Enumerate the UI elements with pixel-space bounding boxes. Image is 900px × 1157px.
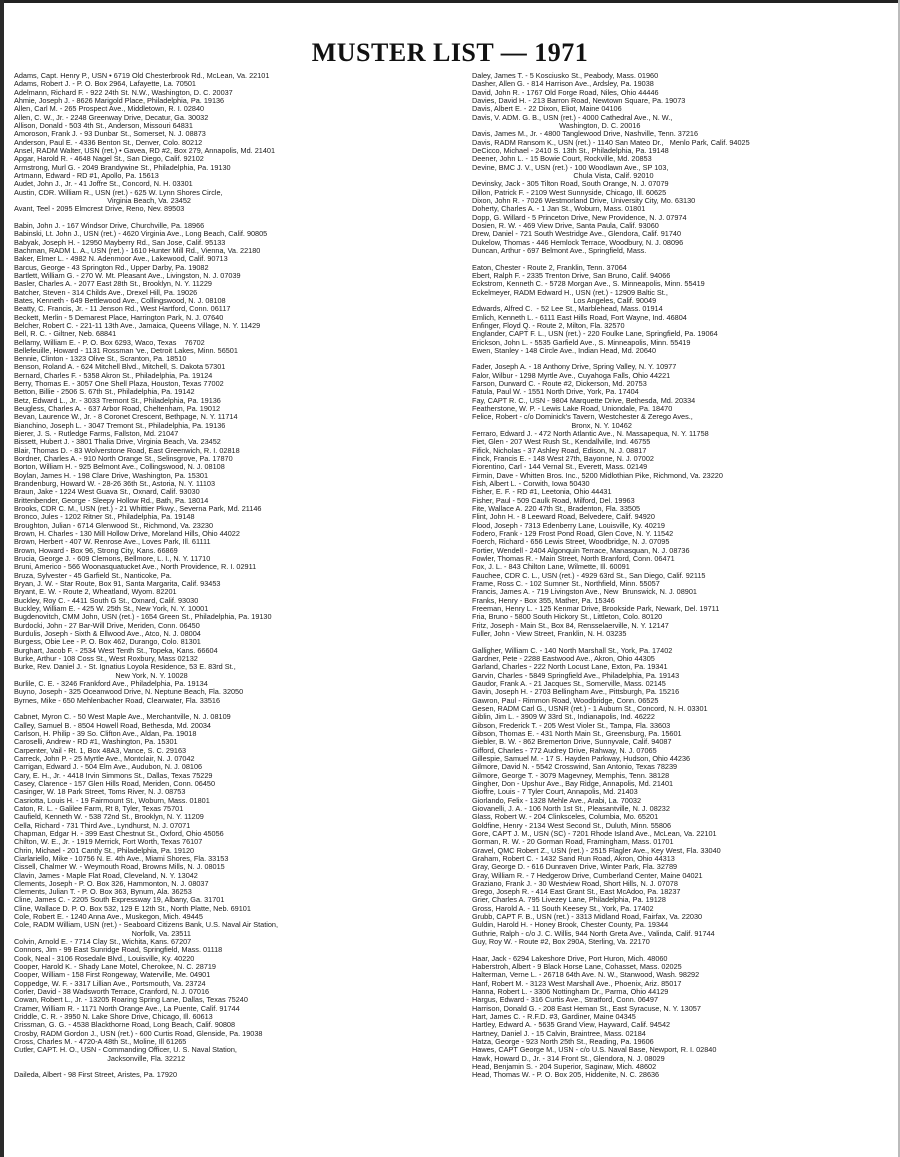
muster-entry: Cowan, Robert L., Jr. - 13205 Roaring Spring Lane, Dallas, Texas 75240 [14, 996, 248, 1005]
muster-entry: Los Angeles, Calif. 90049 [472, 296, 657, 305]
muster-entry: Cole, RADM William, USN (ret.) - Seaboard Citizens Bank, U.S. Naval Air Station, [14, 921, 278, 930]
muster-entry: Beckett, Merlin - 5 Demarest Place, Harrington Park, N. J. 07640 [14, 313, 224, 322]
muster-entry: Firmin, Dave - Whitten Bros. Inc., 5200 Midlothian Pike, Richmond, Va. 23220 [472, 471, 723, 480]
muster-entry: Gibson, Thomas E. - 431 North Main St., Greensburg, Pa. 15601 [472, 729, 682, 738]
muster-entry: Bryan, J. W. - Star Route, Box 91, Santa Margarita, Calif. 93453 [14, 580, 221, 589]
muster-entry: Fodero, Frank - 129 Frost Pond Road, Glen Cove, N. Y. 11542 [472, 530, 674, 539]
muster-entry: Betton, Billie - 2506 S. 67th St., Philadelphia, Pa. 19142 [14, 388, 195, 397]
muster-entry: Dosien, R. W. - 469 View Drive, Santa Paula, Calif. 93060 [472, 221, 659, 230]
muster-entry: Foerch, Richard - 656 Lewis Street, Woodbridge, N. J. 07095 [472, 538, 670, 547]
muster-entry: Cooper, Harold K. - Shady Lane Motel, Cherokee, N. C. 28719 [14, 963, 216, 972]
muster-entry: Dukelow, Thomas - 446 Hemlock Terrace, Woodbury, N. J. 08096 [472, 238, 684, 247]
muster-entry: Bevan, Laurence W., Jr. - 8 Coronet Crescent, Bethpage, N. Y. 11714 [14, 413, 238, 422]
muster-entry: Chilton, W. E., Jr. - 1919 Merrick, Fort Worth, Texas 76107 [14, 838, 203, 847]
muster-entry: Gavin, Joseph H. - 2703 Bellingham Ave., Pittsburgh, Pa. 15216 [472, 688, 680, 697]
muster-entry: Grubb, CAPT F. B., USN (ret.) - 3313 Midland Road, Fairfax, Va. 22030 [472, 913, 703, 922]
muster-entry: Casriotta, Louis H. - 19 Fairmount St., Woburn, Mass. 01801 [14, 796, 210, 805]
muster-entry: Daley, James T. - 5 Kosciusko St., Peabody, Mass. 01960 [472, 72, 659, 80]
muster-entry: Gray, George D. - 616 Dunraven Drive, Winter Park, Fla. 32789 [472, 863, 678, 872]
muster-entry: Virginia Beach, Va. 23452 [14, 196, 191, 205]
muster-entry: Grier, Charles A. 795 Livezey Lane, Philadelphia, Pa. 19128 [472, 896, 666, 905]
muster-entry: Giblin, Jim L. - 3909 W 33rd St., Indianapolis, Ind. 46222 [472, 713, 655, 722]
muster-entry: Cary, E. H., Jr. - 4418 Irvin Simmons St., Dallas, Texas 75229 [14, 771, 213, 780]
muster-entry: Artmann, Edward - RD #1, Apollo, Pa. 15613 [14, 171, 159, 180]
muster-entry: Bianchino, Joseph L. - 3047 Tremont St., Philadelphia, Pa. 19136 [14, 421, 226, 430]
section-gap [14, 705, 444, 713]
muster-entry: Benson, Roland A. - 624 Mitchell Blvd., Mitchell, S. Dakota 57301 [14, 363, 226, 372]
top-rule [0, 0, 900, 3]
muster-entry: Davis, V. ADM. G. B., USN (ret.) - 4000 Cathedral Ave., N. W., [472, 113, 673, 122]
muster-entry: Caroselli, Andrew - RD #1, Washington, Pa. 15301 [14, 738, 178, 747]
muster-entry: Bellamy, William E. - P. O. Box 6293, Waco, Texas 76702 [14, 338, 205, 347]
muster-entry: Bernard, Charles F. - 5358 Akron St., Philadelphia, Pa. 19124 [14, 371, 213, 380]
muster-entry: Beugless, Charles A. - 637 Arbor Road, Cheltenham, Pa. 19012 [14, 405, 221, 414]
muster-entry: Davies, David H. - 213 Barron Road, Newtown Square, Pa. 19073 [472, 96, 686, 105]
muster-entry: Giovanelli, J. A. - 106 North 1st St., Pleasantville, N. J. 08232 [472, 804, 670, 813]
muster-entry: Hartney, Daniel J. - 15 Calvin, Braintree, Mass. 02184 [472, 1029, 646, 1038]
muster-entry: Bruza, Sylvester - 45 Garfield St., Nanticoke, Pa. [14, 571, 172, 580]
muster-entry: Gioffre, Louis - 7 Tyler Court, Annapolis, Md. 21403 [472, 788, 638, 797]
muster-entry: Guy, Roy W. - Route #2, Box 290A, Sterling, Va. 22170 [472, 938, 650, 947]
muster-entry: Bachman, RADM L. A., USN (ret.) - 1610 Hunter Mill Rd., Vienna, Va. 22180 [14, 246, 261, 255]
muster-entry: Chrin, Michael - 201 Cantly St., Philadelphia, Pa. 19120 [14, 846, 195, 855]
muster-entry: Bartlett, William G. - 270 W. Mt. Pleasant Ave., Livingston, N. J. 07039 [14, 271, 241, 280]
muster-entry: Gross, Harold A. - 11 South Keesey St., York, Pa. 17402 [472, 904, 654, 913]
muster-entry: Featherstone, W. P. - Lewis Lake Road, Uniondale, Pa. 18470 [472, 405, 673, 414]
muster-entry: Fox, J. L. - 843 Chilton Lane, Wilmette, Ill. 60091 [472, 563, 630, 572]
muster-entry: Grego, Joseph R. - 414 East Grant St., East McAdoo, Pa. 18237 [472, 888, 681, 897]
muster-entry: Bruni, Americo - 566 Woonasquatucket Ave., North Providence, R. I. 02911 [14, 563, 257, 572]
muster-entry: Dixon, John R. - 7026 Westmorland Drive, University City, Mo. 63130 [472, 196, 696, 205]
muster-entry: Criddle, C. R. - 3950 N. Lake Shore Drive, Chicago, Ill. 60613 [14, 1013, 213, 1022]
right-column [472, 72, 892, 1080]
muster-entry: Fisher, Paul - 509 Caulk Road, Milford, Del. 19963 [472, 496, 635, 505]
muster-entry: Cooper, William - 158 First Rongeway, Waterville, Me. 04901 [14, 971, 211, 980]
muster-entry: Buckley, Roy C. - 4411 South G St., Oxnard, Calif. 93030 [14, 596, 199, 605]
left-binding-edge [0, 0, 4, 1157]
muster-entry: Hawes, CAPT George M., USN - c/o U.S. Naval Base, Newport, R. I. 02840 [472, 1046, 717, 1055]
muster-entry: Ewen, Stanley - 148 Circle Ave., Indian Head, Md. 20640 [472, 346, 657, 355]
muster-entry: Allen, Carl M. - 265 Prospect Ave., Middletown, R. I. 02840 [14, 105, 205, 114]
muster-entry: Cella, Richard - 731 Third Ave., Lyndhurst, N. J. 07071 [14, 821, 191, 830]
muster-entry: Chula Vista, Calif. 92010 [472, 171, 654, 180]
muster-entry: Bierer, J. S. - Rutledge Farms, Fallston, Md. 21047 [14, 430, 179, 439]
muster-entry: Graham, Robert C. - 1432 Sand Run Road, Akron, Ohio 44313 [472, 854, 675, 863]
muster-entry: Bryant, E. W. - Route 2, Wheatland, Wyom. 82201 [14, 588, 177, 597]
muster-entry: Hart, James C. - R.F.D. #3, Gardiner, Maine 04345 [472, 1013, 636, 1022]
muster-entry: Fritz, Joseph - Main St., Box 84, Rensselaerville, N. Y. 12147 [472, 621, 669, 630]
muster-entry: Casey, Clarence - 157 Glen Hills Road, Meriden, Conn. 06450 [14, 779, 216, 788]
muster-entry: Burgess, Obie Lee - P. O. Box 462, Durango, Colo. 81301 [14, 638, 201, 647]
muster-entry: Boylan, James H. - 198 Clare Drive, Washington, Pa. 15301 [14, 471, 209, 480]
muster-entry: Byrnes, Mike - 650 Mehlenbacher Road, Clearwater, Fla. 33516 [14, 696, 221, 705]
muster-entry: Adams, Capt. Henry P., USN • 6719 Old Chesterbrook Rd., McLean, Va. 22101 [14, 72, 270, 80]
muster-entry: Borton, William H. - 925 Belmont Ave., Collingswood, N. J. 08108 [14, 463, 225, 472]
muster-entry: Crosby, RADM Gordon J., USN (ret.) - 600 Curtis Road, Glenside, Pa. 19038 [14, 1029, 263, 1038]
muster-entry: Burke, Rev. Daniel J. - St. Ignatius Loyola Residence, 53 E. 83rd St., [14, 663, 236, 672]
muster-entry: Franks, Henry - Box 355, Mather, Pa. 15346 [472, 596, 615, 605]
muster-entry: Davis, Albert E. - 22 Dixon, Eliot, Maine 04106 [472, 105, 622, 114]
muster-entry: Carlson, H. Philip - 39 So. Clifton Ave., Aldan, Pa. 19018 [14, 729, 197, 738]
muster-entry: Deener, John L. - 15 Bowie Court, Rockville, Md. 20853 [472, 155, 652, 164]
muster-entry: Coppedge, W. F. - 3317 Lillian Ave., Portsmouth, Va. 23724 [14, 979, 206, 988]
muster-entry: Adams, Robert J. - P. O. Box 2964, Lafayette, La. 70501 [14, 80, 196, 89]
muster-entry: Fauchee, CDR C. L., USN (ret.) - 4929 63rd St., San Diego, Calif. 92115 [472, 571, 706, 580]
muster-entry: Gilmore, George T. - 3079 Magevney, Memphis, Tenn. 38128 [472, 771, 670, 780]
muster-entry: Braun, Jake - 1224 West Guava St., Oxnard, Calif. 93030 [14, 488, 200, 497]
muster-entry: Bronx, N. Y. 10462 [472, 421, 632, 430]
muster-entry: Caufield, Kenneth W. - 538 72nd St., Brooklyn, N. Y. 11209 [14, 813, 204, 822]
muster-entry: Gravel, QMC Robert Z., USN (ret.) - 2515 Flagler Ave., Key West, Fla. 33040 [472, 846, 721, 855]
muster-entry: Burdocki, John - 27 Bar-Will Drive, Meriden, Conn. 06450 [14, 621, 200, 630]
muster-entry: Ahmie, Joseph J. - 8626 Marigold Place, Philadelphia, Pa. 19136 [14, 96, 225, 105]
muster-entry: Berry, Thomas E. - 3057 One Shell Plaza, Houston, Texas 77002 [14, 380, 224, 389]
muster-entry: Colvin, Arnold E. - 7714 Clay St., Wichita, Kans. 67207 [14, 938, 192, 947]
muster-entry: Clements, Julian T. - P. O. Box 363, Bynum, Ala. 36253 [14, 888, 192, 897]
muster-entry: Falor, Wilbur - 1298 Myrtle Ave., Cuyahoga Falls, Ohio 44221 [472, 371, 671, 380]
muster-entry: Duncan, Arthur - 697 Belmont Ave., Springfield, Mass. [472, 246, 647, 255]
section-gap [472, 255, 892, 263]
muster-entry: Babinski, Lt. John J., USN (ret.) - 4620 Virginia Ave., Long Beach, Calif. 90805 [14, 230, 268, 239]
muster-entry: Fiorentino, Carl - 144 Vernal St., Everett, Mass. 02149 [472, 463, 648, 472]
muster-entry: Cole, Robert E. - 1240 Anna Ave., Muskegon, Mich. 49445 [14, 913, 203, 922]
muster-entry: Daileda, Albert - 98 First Street, Aristes, Pa. 17920 [14, 1071, 178, 1080]
muster-entry: Corler, David - 38 Wadsworth Terrace, Cranford, N. J. 07016 [14, 988, 210, 997]
muster-entry: Gorman, R. W. - 20 Gorman Road, Framingham, Mass. 01701 [472, 838, 674, 847]
muster-entry: Belcher, Robert C. - 221-11 13th Ave., Jamaica, Queens Village, N. Y. 11429 [14, 321, 261, 330]
muster-entry: Edwards, Alfred C. - 52 Lee St., Marblehead, Mass. 01914 [472, 305, 663, 314]
muster-entry: Anderson, Paul E. - 4336 Benton St., Denver, Colo. 80212 [14, 138, 203, 147]
muster-entry: Halterman, Verne L. - 26718 64th Ave. N. W., Stanwood, Wash. 98292 [472, 971, 700, 980]
muster-entry: Clements, Joseph - P. O. Box 326, Hammonton, N. J. 08037 [14, 879, 209, 888]
muster-entry: Ansel, RADM Walter, USN (ret.) • Gavea, RD #2, Box 279, Annapolis, Md. 21401 [14, 146, 276, 155]
muster-entry: Adelmann, Richard F. - 922 24th St. N.W., Washington, D. C. 20037 [14, 88, 233, 97]
muster-entry: Gilmore, David N. - 5542 Crosswind, San Antonio, Texas 78239 [472, 763, 678, 772]
muster-entry: Chapman, Edgar H. - 399 East Chestnut St., Oxford, Ohio 45056 [14, 829, 224, 838]
muster-entry: Fay, CAPT R. C., USN - 9804 Marquette Drive, Bethesda, Md. 20334 [472, 396, 696, 405]
muster-entry: Cutler, CAPT. H. O., USN - Commanding Officer, U. S. Naval Station, [14, 1046, 237, 1055]
muster-entry: Casinger, W. 18 Park Street, Toms River, N. J. 08753 [14, 788, 186, 797]
muster-entry: Bates, Kenneth - 649 Bettlewood Ave., Collingswood, N. J. 08108 [14, 296, 226, 305]
muster-entry: Farson, Durward C. - Route #2, Dickerson, Md. 20753 [472, 380, 647, 389]
muster-entry: Finck, Francis E. - 148 West 27th, Bayonne, N. J. 07002 [472, 455, 654, 464]
muster-entry: Crissman, G. G. - 4538 Blackthorne Road, Long Beach, Calif. 90808 [14, 1021, 236, 1030]
muster-entry: Gardner, Pete - 2288 Eastwood Ave., Akron, Ohio 44305 [472, 654, 655, 663]
muster-entry: Burdulis, Joseph - Sixth & Ellwood Ave., Atco, N. J. 08004 [14, 629, 201, 638]
muster-entry: Bissett, Hubert J. - 3801 Thalia Drive, Virginia Beach, Va. 23452 [14, 438, 221, 447]
muster-entry: Goldfine, Henry - 2134 West Second St., Duluth, Minn. 55806 [472, 821, 672, 830]
muster-entry: Washington, D. C. 20016 [472, 121, 641, 130]
muster-entry: Calley, Samuel B. - 8504 Howell Road, Bethesda, Md. 20034 [14, 721, 211, 730]
muster-entry: Brown, Herbert - 407 W. Renrose Ave., Loves Park, Ill. 61111 [14, 538, 211, 547]
left-column [14, 72, 444, 1080]
muster-entry: Fatula, Paul W. - 1551 North Drive, York, Pa. 17404 [472, 388, 639, 397]
muster-entry: Carreck, John P. - 25 Myrtle Ave., Montclair, N. J. 07042 [14, 754, 195, 763]
muster-entry: Giebler, B. W. - 862 Bremerton Drive, Sunnyvale, Calif. 94087 [472, 738, 672, 747]
muster-entry: Guldin, Harold H. - Honey Brook, Chester County, Pa. 19344 [472, 921, 669, 930]
muster-entry: Head, Thomas W. - P. O. Box 205, Hiddenite, N. C. 28636 [472, 1071, 660, 1080]
muster-entry: Audet, John J., Jr. - 41 Joffre St., Concord, N. H. 03301 [14, 180, 193, 189]
muster-entry: Devine, BMC J. V., USN (ret.) - 100 Woodlawn Ave., SP 103, [472, 163, 669, 172]
muster-entry: Carpenter, Vail - Rt. 1, Box 48A3, Vance, S. C. 29163 [14, 746, 187, 755]
muster-entry: Brucia, George J. - 609 Clemons, Bellmore, L. I., N. Y. 11710 [14, 555, 211, 564]
section-gap [14, 214, 444, 222]
muster-entry: Bell, R. C. - Giltner, Neb. 68841 [14, 330, 117, 339]
muster-entry: Dopp, G. Willard - 5 Princeton Drive, New Providence, N. J. 07974 [472, 213, 687, 222]
muster-entry: DeCicco, Michael - 2410 S. 13th St., Philadelphia, Pa. 19148 [472, 146, 669, 155]
muster-entry: Connors, Jim - 99 East Sunridge Road, Springfield, Mass. 01118 [14, 946, 223, 955]
muster-entry: Hanna, Robert L. - 3306 Nottingham Dr., Parma, Ohio 44129 [472, 988, 669, 997]
muster-entry: Cabnet, Myron C. - 50 West Maple Ave., Merchantville, N. J. 08109 [14, 713, 231, 722]
muster-entry: Jacksonville, Fla. 32212 [14, 1054, 186, 1063]
muster-entry: Cline, James C. - 2205 South Expressway 19, Albany, Ga. 31701 [14, 896, 225, 905]
muster-entry: Frame, Ross C. - 102 Sumner St., Northfield, Minn. 55057 [472, 580, 660, 589]
muster-entry: Doherty, Charles A. - 1 Jan St., Woburn, Mass. 01801 [472, 205, 646, 214]
muster-entry: Emlich, Kenneth L. - 6111 East Hills Road, Fort Wayne, Ind. 46804 [472, 313, 687, 322]
muster-entry: Burghart, Jacob F. - 2534 West Tenth St., Topeka, Kans. 66604 [14, 646, 218, 655]
muster-entry: Batcher, Steven - 314 Childs Ave., Drexel Hill, Pa. 19026 [14, 288, 198, 297]
muster-entry: Gillespie, Samuel M. - 17 S. Hayden Parkway, Hudson, Ohio 44236 [472, 754, 691, 763]
muster-entry: Cline, Wallace D. P. O. Box 532, 129 E 12th St., North Platte, Neb. 69101 [14, 904, 251, 913]
muster-entry: Burke, Arthur - 108 Coss St., West Roxbury, Mass 02132 [14, 654, 198, 663]
muster-entry: Galligher, William C. - 140 North Marshall St., York, Pa. 17402 [472, 646, 673, 655]
muster-entry: Hargus, Edward - 316 Curtis Ave., Stratford, Conn. 06497 [472, 996, 659, 1005]
muster-entry: Giorlando, Felix - 1328 Mehle Ave., Arabi, La. 70032 [472, 796, 642, 805]
muster-entry: Bellefeuille, Howard - 1131 Rossman 've., Detroit Lakes, Minn. 56501 [14, 346, 238, 355]
muster-entry: Fisher, E. F. - RD #1, Leetonia, Ohio 44431 [472, 488, 612, 497]
section-gap [14, 1063, 444, 1071]
muster-entry: Fish, Albert L. - Corwith, Iowa 50430 [472, 480, 590, 489]
muster-entry: Davis, RADM Ransom K., USN (ret.) - 1140 San Mateo Dr., Menlo Park, Calif. 94025 [472, 138, 750, 147]
muster-entry: Ebert, Ralph F. - 2335 Trenton Drive, San Bruno, Calif. 94066 [472, 271, 671, 280]
muster-entry: Bordner, Charles A. - 910 North Orange St., Selinsgrove, Pa. 17870 [14, 455, 233, 464]
muster-entry: Gifford, Charles - 772 Audrey Drive, Rahway, N. J. 07065 [472, 746, 657, 755]
muster-entry: Brittenbender, George - Sleepy Hollow Rd., Bath, Pa. 18014 [14, 496, 209, 505]
muster-entry: Fiet, Glen - 207 West Rush St., Kendallville, Ind. 46755 [472, 438, 651, 447]
muster-entry: Garvin, Charles - 5849 Springfield Ave., Philadelphia, Pa. 19143 [472, 671, 680, 680]
muster-entry: Burlile, C. E. - 3246 Frankford Ave., Philadelphia, Pa. 19134 [14, 679, 208, 688]
muster-entry: Carrigan, Edward J. - 504 Elm Ave., Audubon, N. J. 08106 [14, 763, 203, 772]
muster-entry: Dasher, Allen G. - 814 Harrison Ave., Ardsley, Pa. 19038 [472, 80, 654, 89]
muster-entry: Austin, CDR. William R., USN (ret.) - 625 W. Lynn Shores Circle, [14, 188, 223, 197]
muster-entry: Davis, James M., Jr. - 4800 Tanglewood Drive, Nashville, Tenn. 37216 [472, 130, 699, 139]
muster-entry: Fowler, Thomas R. - Main Street, North Branford, Conn. 06471 [472, 555, 675, 564]
section-gap [472, 638, 892, 646]
muster-entry: Garland, Charles - 222 North Locust Lane, Exton, Pa. 19341 [472, 663, 668, 672]
muster-entry: Gray, William R. - 7 Hedgerow Drive, Cumberland Center, Maine 04021 [472, 871, 703, 880]
muster-entry: Glass, Robert W. - 204 Clinksceles, Columbia, Mo. 65201 [472, 813, 659, 822]
muster-entry: Buckley, William E. - 425 W. 25th St., New York, N. Y. 10001 [14, 605, 209, 613]
section-gap [472, 355, 892, 363]
muster-entry: Barcus, George - 43 Springton Rd., Upper Darby, Pa. 19082 [14, 263, 209, 272]
page-title: MUSTER LIST — 1971 [311, 38, 589, 67]
muster-entry: Broughton, Julian - 6714 Glenwood St., Richmond, Va. 23230 [14, 521, 214, 530]
muster-entry: Beatty, C. Francis, Jr. - 11 Jenson Rd., West Hartford, Conn. 06117 [14, 305, 231, 314]
muster-entry: Englander, CAPT F. L., USN (ret.) - 220 Foulke Lane, Springfield, Pa. 19064 [472, 330, 718, 339]
muster-entry: Flint, John H. - 8 Leeward Road, Belvedere, Calif. 94920 [472, 513, 655, 522]
muster-entry: Haberstroh, Albert - 9 Black Horse Lane, Cohasset, Mass. 02025 [472, 963, 682, 972]
muster-entry: Freeman, Henry L. - 125 Kenmar Drive, Brookside Park, Newark, Del. 19711 [472, 605, 720, 613]
muster-entry: Guthrie, Ralph - c/o J. C. Willis, 944 North Greta Ave., Valinda, Calif. 91744 [472, 929, 715, 938]
muster-entry: Fifick, Nicholas - 37 Ashley Road, Edison, N. J. 08817 [472, 446, 647, 455]
muster-entry: Cook, Neal - 3106 Rosedale Blvd., Louisville, Ky. 40220 [14, 954, 195, 963]
muster-entry: Allison, Donald - 503 4th St., Anderson, Missouri 64831 [14, 121, 193, 130]
muster-entry: Gaudor, Frank A. - 21 Jacques St., Somerville, Mass. 02145 [472, 679, 666, 688]
muster-entry: Apgar, Harold R. - 4648 Nagel St., San Diego, Calif. 92102 [14, 155, 204, 164]
muster-entry: Brown, H. Charles - 130 Mill Hollow Drive, Moreland Hills, Ohio 44022 [14, 530, 240, 539]
muster-entry: Ciarlariello, Mike - 10756 N. E. 4th Ave., Miami Shores, Fla. 33153 [14, 854, 229, 863]
muster-entry: Bennie, Clinton - 1323 Olive St., Scranton, Pa. 18510 [14, 355, 187, 364]
muster-entry: Brandenburg, Howard W. - 28-26 36th St., Astoria, N. Y. 11103 [14, 480, 216, 489]
muster-entry: Blair, Thomas D. - 83 Wolverstone Road, East Greenwich, R. I. 02818 [14, 446, 240, 455]
muster-entry: Hanf, Robert M. - 3123 West Marshall Ave., Phoenix, Ariz. 85017 [472, 979, 682, 988]
muster-entry: Ferraro, Edward J. - 472 North Atlantic Ave., N. Massapequa, N. Y. 11758 [472, 430, 709, 439]
muster-entry: Flood, Joseph - 7313 Edenberry Lane, Louisville, Ky. 40219 [472, 521, 665, 530]
muster-entry: New York, N. Y. 10028 [14, 671, 188, 680]
muster-entry: Clavin, James - Maple Flat Road, Cleveland, N. Y. 13042 [14, 871, 198, 880]
muster-entry: Fuller, John - View Street, Franklin, N. H. 03235 [472, 629, 627, 638]
muster-entry: Erickson, John L. - 5535 Garfield Ave., S. Minneapolis, Minn. 55419 [472, 338, 691, 347]
muster-entry: Armstrong, Murl G. - 2049 Brandywine St., Philadelphia, Pa. 19130 [14, 163, 231, 172]
muster-entry: Felice, Robert - c/o Dominick's Tavern, Westchester & Zerego Aves., [472, 413, 693, 422]
muster-entry: Brown, Howard - Box 96, Strong City, Kans. 66869 [14, 546, 178, 555]
muster-entry: Eaton, Chester - Route 2, Franklin, Tenn. 37064 [472, 263, 627, 272]
muster-entry: Cramer, William R. - 1171 North Orange Ave., La Puente, Calif. 91744 [14, 1004, 240, 1013]
muster-entry: Babin, John J. - 167 Windsor Drive, Churchville, Pa. 18966 [14, 221, 205, 230]
muster-entry: Hartley, Edward A. - 5635 Grand View, Hayward, Calif. 94542 [472, 1021, 671, 1030]
muster-entry: Francis, James A. - 719 Livingston Ave., New Brunswick, N. J. 08901 [472, 588, 697, 597]
muster-entry: Cissell, Chalmer W. - Weymouth Road, Browns Mills, N. J. 08015 [14, 863, 225, 872]
muster-entry: Norfolk, Va. 23511 [14, 929, 191, 938]
muster-entry: Hawk, Howard D., Jr. - 314 Front St., Glendora, N. J. 08029 [472, 1054, 665, 1063]
muster-entry: Avant, Teel - 2095 Elmcrest Drive, Reno, Nev. 89503 [14, 205, 185, 214]
muster-entry: Haar, Jack - 6294 Lakeshore Drive, Port Huron, Mich. 48060 [472, 954, 668, 963]
muster-entry: Fortier, Wendell - 2404 Algonquin Terrace, Manasquan, N. J. 08736 [472, 546, 690, 555]
muster-entry: Fria, Bruno - 5800 South Hickory St., Littleton, Colo. 80120 [472, 613, 663, 622]
muster-entry: Dillon, Patrick F. - 2109 West Sunnyside, Chicago, Ill. 60625 [472, 188, 667, 197]
muster-entry: Baker, Elmer L. - 4982 N. Adenmoor Ave., Lakewood, Calif. 90713 [14, 255, 228, 264]
muster-entry: Head, Benjamin S. - 204 Superior, Saginaw, Mich. 48602 [472, 1063, 657, 1072]
muster-entry: Brooks, CDR C. M., USN (ret.) - 21 Whittier Pkwy., Severna Park, Md. 21146 [14, 505, 262, 514]
muster-entry: Graziano, Frank J. - 30 Westview Road, Short Hills, N. J. 07078 [472, 879, 678, 888]
muster-entry: Cross, Charles M. - 4720-A 48th St., Moline, Ill 61265 [14, 1038, 187, 1047]
muster-entry: David, John R. - 1767 Old Forge Road, Niles, Ohio 44446 [472, 88, 659, 97]
muster-entry: Enfinger, Floyd Q. - Route 2, Milton, Fla. 32570 [472, 321, 625, 330]
muster-entry: Gesen, RADM Carl G., USNR (ret.) - 1 Auburn St., Concord, N. H. 03301 [472, 704, 708, 713]
muster-entry: Amoroson, Frank J. - 93 Dunbar St., Somerset, N. J. 08873 [14, 130, 206, 139]
muster-entry: Babyak, Joseph H. - 12950 Mayberry Rd., San Jose, Calif. 95133 [14, 238, 226, 247]
muster-entry: Allen, C. W., Jr. - 2248 Greenway Drive, Decatur, Ga. 30032 [14, 113, 209, 122]
muster-entry: Bronco, Jules - 1202 Ritner St., Philadelphia, Pa. 19148 [14, 513, 195, 522]
muster-entry: Gibson, Frederick T. - 205 West Violer St., Tampa, Fla. 33603 [472, 721, 671, 730]
muster-entry: Gingher, Don - Upshur Ave., Bay Ridge, Annapolis, Md. 21401 [472, 779, 674, 788]
muster-entry: Gore, CAPT J. M., USN (SC) - 7201 Rhode Island Ave., McLean, Va. 22101 [472, 829, 717, 838]
muster-entry: Basler, Charles A. - 2077 East 28th St., Brooklyn, N. Y. 11229 [14, 280, 212, 289]
muster-entry: Eckstrom, Kenneth C. - 5728 Morgan Ave., S. Minneapolis, Minn. 55419 [472, 280, 705, 289]
muster-entry: Bugdenovitch, CMM John, USN (ret.) - 1654 Green St., Philadelphia, Pa. 19130 [14, 613, 272, 622]
muster-entry: Caton, R. L. - Galilee Farm, Rt 8, Tyler, Texas 75701 [14, 804, 184, 813]
muster-entry: Drew, Daniel - 721 South Westridge Ave., Glendora, Calif. 91740 [472, 230, 682, 239]
muster-entry: Harrison, Donald G. - 208 East Heman St., East Syracuse, N. Y. 13057 [472, 1004, 701, 1013]
muster-entry: Hatza, George - 923 North 25th St., Reading, Pa. 19606 [472, 1038, 654, 1047]
muster-entry: Devinsky, Jack - 305 Tilton Road, South Orange, N. J. 07079 [472, 180, 669, 189]
muster-entry: Betz, Edward L., Jr. - 3033 Tremont St., Philadelphia, Pa. 19136 [14, 396, 221, 405]
muster-entry: Fader, Joseph A. - 18 Anthony Drive, Spring Valley, N. Y. 10977 [472, 363, 677, 372]
section-gap [472, 946, 892, 954]
muster-entry: Buyno, Joseph - 325 Oceanwood Drive, N. Neptune Beach, Fla. 32050 [14, 688, 244, 697]
muster-entry: Eckelmeyer, RADM Edward H., USN (ret.) - 12909 Baltic St., [472, 288, 668, 297]
muster-entry: Gawron, Paul - Rimmon Road, Woodbridge, Conn. 06525 [472, 696, 659, 705]
muster-entry: Fite, Wallace A. 220 47th St., Bradenton, Fla. 33505 [472, 505, 641, 514]
